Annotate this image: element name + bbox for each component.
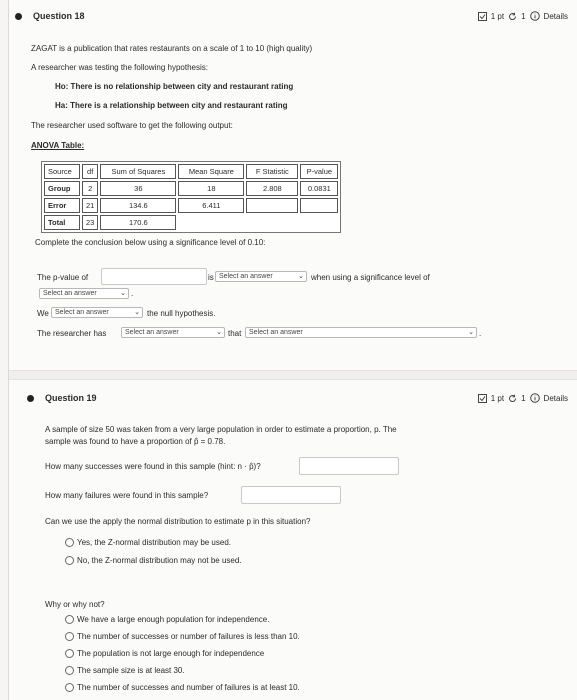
option-label: The sample size is at least 30. (77, 666, 185, 675)
period: . (131, 289, 134, 298)
radio-button[interactable] (65, 556, 74, 565)
that-label: that (228, 329, 242, 338)
option-label: The number of successes and number of failures is at least 10. (77, 683, 300, 692)
q18-details-link[interactable]: Details (543, 11, 568, 21)
q18-intro: ZAGAT is a publication that rates restaurants on a scale of 1 to 10 (high quality) (31, 44, 313, 53)
q18-h0: Ho: There is no relationship between city and restaurant rating (55, 82, 294, 91)
select-value: Select an answer (55, 309, 109, 316)
table-cell: 21 (82, 198, 98, 213)
why-option[interactable] (65, 683, 300, 692)
table-cell: Group (44, 181, 80, 196)
table-cell (300, 215, 338, 230)
q19-retries: 1 (521, 393, 526, 403)
table-cell (178, 215, 244, 230)
table-cell (246, 198, 298, 213)
question-separator (9, 370, 577, 380)
radio-button[interactable] (65, 683, 74, 692)
why-option[interactable] (65, 649, 264, 658)
table-cell (246, 215, 298, 230)
table-cell: 36 (100, 181, 176, 196)
successes-input[interactable] (299, 457, 399, 475)
option-label: We have a large enough population for independence. (77, 615, 270, 624)
q18-retries: 1 (521, 11, 526, 21)
table-header: Mean Square (178, 164, 244, 179)
chevron-down-icon: ⌄ (298, 273, 304, 280)
failures-input[interactable] (241, 486, 341, 504)
option-label: No, the Z-normal distribution may not be used. (77, 556, 242, 565)
q19-status-dot (27, 395, 34, 402)
why-option[interactable] (65, 666, 185, 675)
table-header-row (44, 164, 338, 179)
info-icon[interactable] (530, 11, 540, 21)
why-option[interactable] (65, 615, 269, 624)
decision-select[interactable] (51, 307, 143, 318)
table-row (44, 198, 338, 213)
q18-ha: Ha: There is a relationship between city and restaurant rating (55, 101, 288, 110)
we-label: We (37, 309, 49, 318)
table-cell: 0.0831 (300, 181, 338, 196)
normal-option[interactable] (65, 556, 242, 565)
option-label: Yes, the Z-normal distribution may be used. (77, 538, 232, 547)
why-option[interactable] (65, 632, 300, 641)
table-header: df (82, 164, 98, 179)
anova-table (41, 161, 341, 233)
table-cell: 6.411 (178, 198, 244, 213)
pvalue-compare-select[interactable] (215, 271, 307, 282)
select-value: Select an answer (249, 329, 303, 336)
grade-icon (478, 394, 487, 403)
chevron-down-icon: ⌄ (120, 290, 126, 297)
q18-software: The researcher used software to get the following output: (31, 121, 233, 130)
table-cell: 18 (178, 181, 244, 196)
pvalue-post: when using a significance level of (311, 273, 430, 282)
q19-title: Question 19 (45, 393, 97, 403)
normal-option[interactable] (65, 538, 231, 547)
radio-button[interactable] (65, 632, 74, 641)
table-header: P-value (300, 164, 338, 179)
table-header: F Statistic (246, 164, 298, 179)
radio-button[interactable] (65, 666, 74, 675)
radio-button[interactable] (65, 538, 74, 547)
significance-select[interactable] (39, 288, 129, 299)
option-label: The population is not large enough for independence (77, 649, 265, 658)
pvalue-pre: The p-value of (37, 273, 89, 282)
table-cell (300, 198, 338, 213)
normal-question: Can we use the apply the normal distribution to estimate p in this situation? (45, 517, 311, 526)
select-value: Select an answer (125, 329, 179, 336)
info-icon[interactable] (530, 393, 540, 403)
q19-points: 1 pt (490, 393, 505, 403)
null-text: the null hypothesis. (147, 309, 216, 318)
conclusion-select[interactable] (245, 327, 477, 338)
q18-status-dot (15, 13, 22, 20)
table-header: Source (44, 164, 80, 179)
table-cell: Total (44, 215, 80, 230)
q18-header (9, 2, 577, 30)
q19-prompt-line2: sample was found to have a proportion of p̂ = 0.78. (45, 437, 226, 446)
grade-icon (478, 12, 487, 21)
table-cell: 2.808 (246, 181, 298, 196)
radio-button[interactable] (65, 615, 74, 624)
failures-question: How many failures were found in this sample? (45, 491, 209, 500)
q18-title: Question 18 (33, 11, 85, 21)
table-cell: 2 (82, 181, 98, 196)
select-value: Select an answer (219, 273, 273, 280)
option-label: The number of successes or number of failures is less than 10. (77, 632, 300, 641)
q19-prompt-line1: A sample of size 50 was taken from a very large population in order to estimate a proportion, p. The (45, 425, 397, 434)
table-cell: Error (44, 198, 80, 213)
radio-button[interactable] (65, 649, 74, 658)
q19-meta (478, 393, 568, 403)
table-header: Sum of Squares (100, 164, 176, 179)
anova-label: ANOVA Table: (31, 141, 85, 150)
retry-icon (508, 12, 517, 21)
q18-meta (478, 11, 568, 21)
table-cell: 170.6 (100, 215, 176, 230)
successes-question: How many successes were found in this sample (hint: n · p̂)? (45, 462, 261, 471)
chevron-down-icon: ⌄ (468, 329, 474, 336)
q18-testing: A researcher was testing the following hypothesis: (31, 63, 208, 72)
q19-header (9, 384, 577, 412)
pvalue-input[interactable] (101, 268, 207, 285)
chevron-down-icon: ⌄ (216, 329, 222, 336)
researcher-has: The researcher has (37, 329, 107, 338)
pvalue-is: is (208, 273, 214, 282)
chevron-down-icon: ⌄ (134, 309, 140, 316)
conclusion-prompt: Complete the conclusion below using a significance level of 0.10: (35, 238, 266, 247)
q18-points: 1 pt (490, 11, 505, 21)
table-row (44, 215, 338, 230)
question-page (8, 0, 577, 700)
table-cell: 134.6 (100, 198, 176, 213)
why-question: Why or why not? (45, 600, 105, 609)
table-row (44, 181, 338, 196)
table-cell: 23 (82, 215, 98, 230)
select-value: Select an answer (43, 290, 97, 297)
retry-icon (508, 394, 517, 403)
period: . (479, 329, 482, 338)
evidence-select[interactable] (121, 327, 225, 338)
q19-details-link[interactable]: Details (543, 393, 568, 403)
